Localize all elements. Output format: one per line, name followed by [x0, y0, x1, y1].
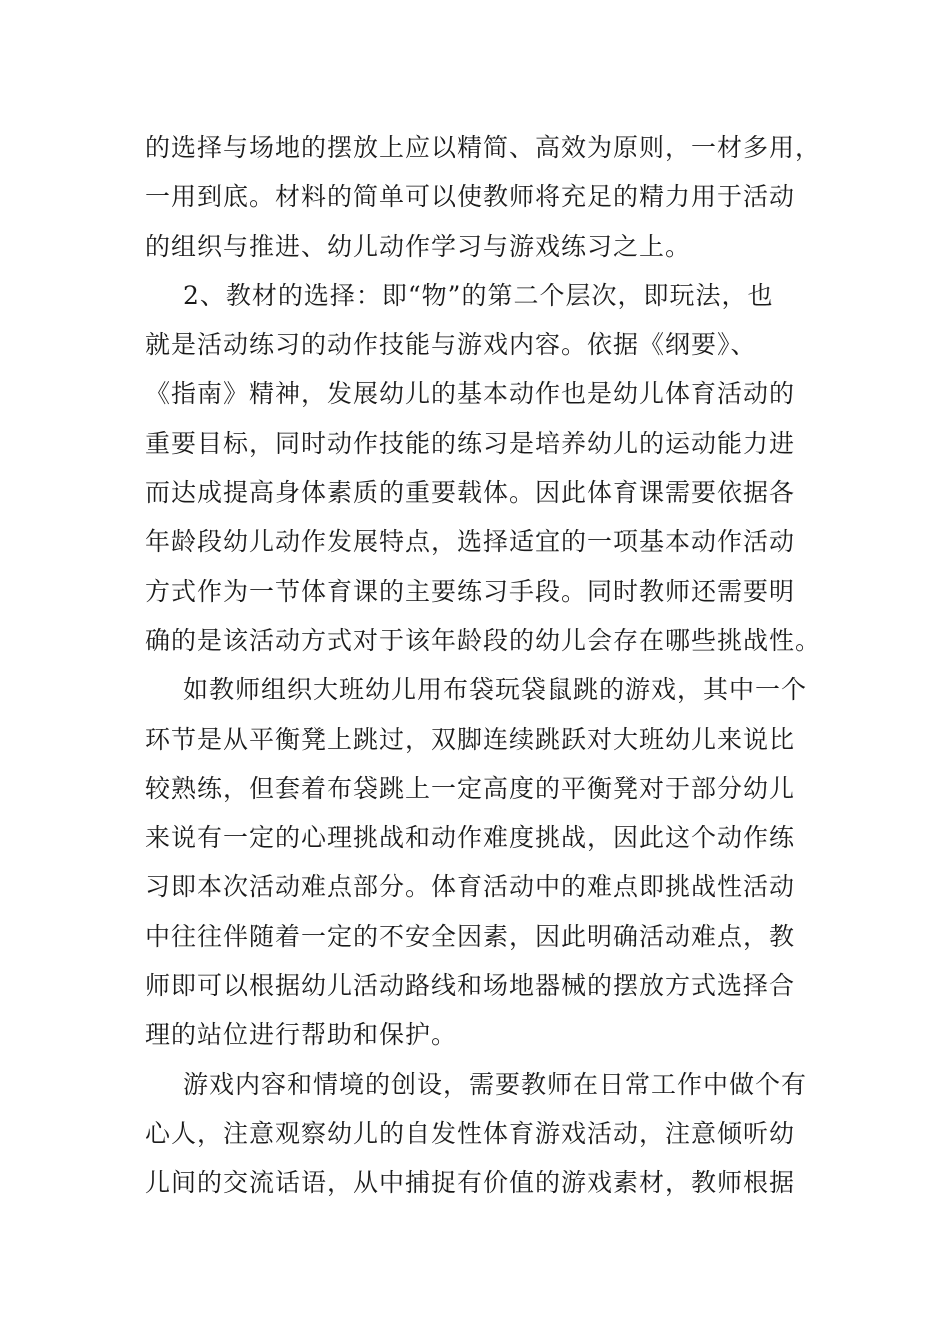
text-line: 儿间的交流话语，从中捕捉有价值的游戏素材，教师根据 [145, 1168, 796, 1198]
text-line: 习即本次活动难点部分。体育活动中的难点即挑战性活动 [145, 872, 796, 902]
text-line: 而达成提高身体素质的重要载体。因此体育课需要依据各 [145, 478, 796, 508]
paragraph-3 [145, 665, 808, 1059]
text-line: 环节是从平衡凳上跳过，双脚连续跳跃对大班幼儿来说比 [145, 724, 796, 754]
text-line: 《指南》精神，发展幼儿的基本动作也是幼儿体育活动的 [145, 379, 796, 409]
text-line: 2、教材的选择：即“物”的第二个层次，即玩法，也 [183, 280, 774, 310]
paragraph-4 [145, 1060, 808, 1208]
text-line: 中往往伴随着一定的不安全因素，因此明确活动难点，教 [145, 921, 796, 951]
text-line: 游戏内容和情境的创设，需要教师在日常工作中做个有 [183, 1069, 808, 1099]
paragraph-1 [145, 123, 822, 271]
text-line: 重要目标，同时动作技能的练习是培养幼儿的运动能力进 [145, 428, 796, 458]
document-body [145, 123, 822, 1208]
text-line: 师即可以根据幼儿活动路线和场地器械的摆放方式选择合 [145, 971, 796, 1001]
text-line: 如教师组织大班幼儿用布袋玩袋鼠跳的游戏，其中一个 [183, 675, 808, 705]
text-line: 就是活动练习的动作技能与游戏内容。依据《纲要》、 [145, 330, 757, 360]
paragraph-2 [145, 271, 822, 665]
text-line: 的选择与场地的摆放上应以精简、高效为原则，一材多用， [145, 133, 822, 162]
text-line: 较熟练，但套着布袋跳上一定高度的平衡凳对于部分幼儿 [145, 773, 796, 803]
text-line: 年龄段幼儿动作发展特点，选择适宜的一项基本动作活动 [145, 527, 796, 557]
text-line: 确的是该活动方式对于该年龄段的幼儿会存在哪些挑战性。 [145, 625, 822, 655]
text-line: 一用到底。材料的简单可以使教师将充足的精力用于活动 [145, 182, 796, 212]
text-line: 来说有一定的心理挑战和动作难度挑战，因此这个动作练 [145, 823, 796, 853]
text-line: 方式作为一节体育课的主要练习手段。同时教师还需要明 [145, 576, 796, 606]
text-line: 理的站位进行帮助和保护。 [145, 1020, 458, 1050]
text-line: 的组织与推进、幼儿动作学习与游戏练习之上。 [145, 231, 692, 261]
text-line: 心人，注意观察幼儿的自发性体育游戏活动，注意倾听幼 [145, 1118, 796, 1148]
